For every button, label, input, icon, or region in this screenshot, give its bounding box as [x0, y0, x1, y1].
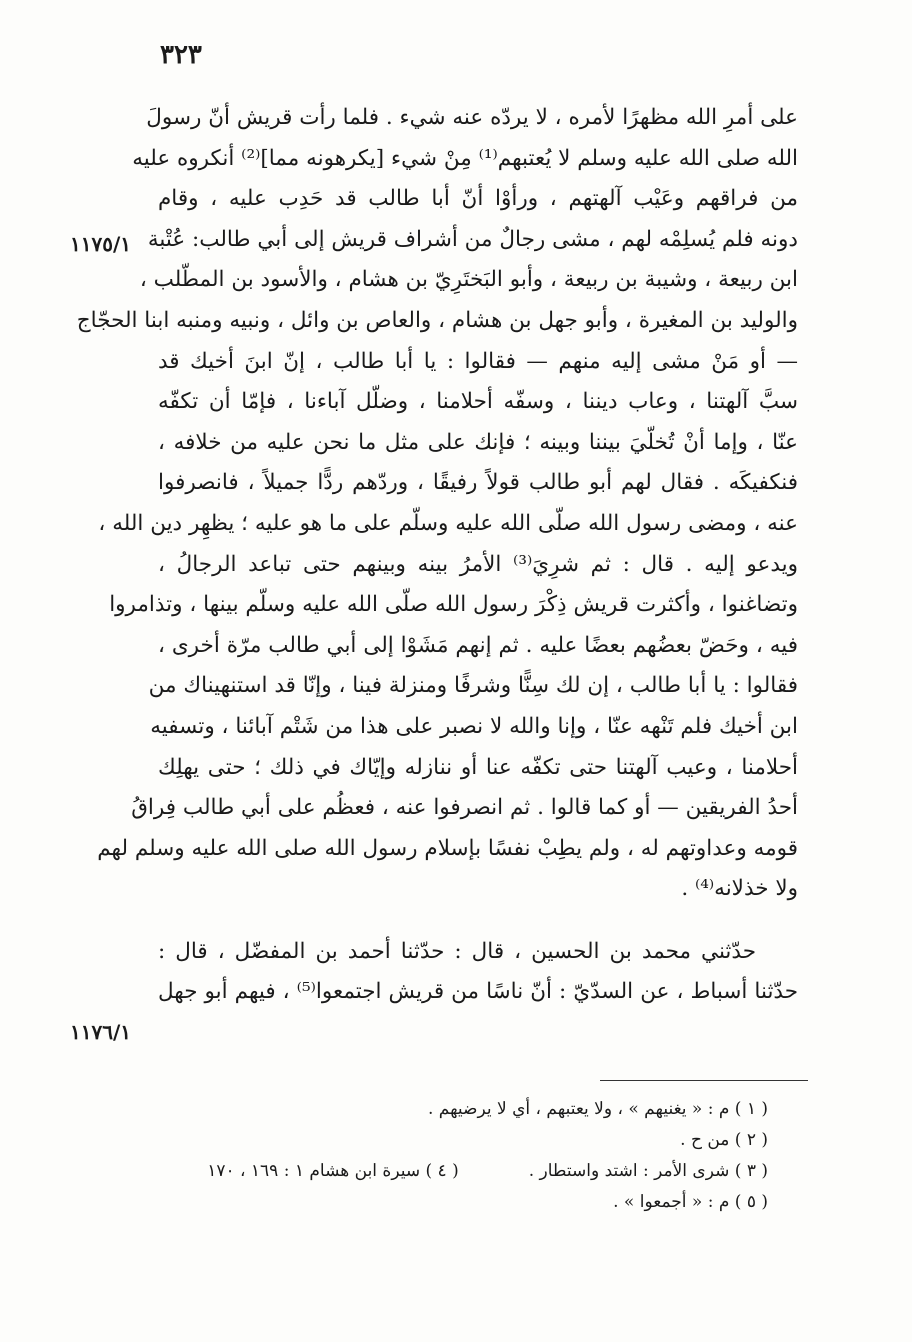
text-line: سبَّ آلهتنا ، وعاب ديننا ، وسفّه أحلامنا ، وضلّل آباءنا ، فإمّا أن تكفّه: [158, 389, 798, 415]
text-line: ولا خذلانه⁽⁴⁾ .: [681, 876, 798, 902]
footnote-divider: [600, 1080, 808, 1081]
text-line: أحدُ الفريقين — أو كما قالوا . ثم انصرفوا عنه ، فعظُم على أبي طالب فِراقُ: [131, 795, 798, 821]
text-line: وتضاغنوا ، وأكثرت قريش ذِكْرَ رسول الله صلّى الله عليه وسلّم بينها ، وتذامروا: [109, 592, 798, 618]
text-line: فقالوا : يا أبا طالب ، إن لك سِنًّا وشرفًا ومنزلة فينا ، وإنّا قد استنهيناك من: [148, 673, 798, 699]
text-line: قومه وعداوتهم له ، ولم يطِبْ نفسًا بإسلام رسول الله صلى الله عليه وسلم لهم: [97, 835, 798, 861]
text-line: عنّا ، وإما أنْ تُخلّيَ بيننا وبينه ؛ فإنك على مثل ما نحن عليه من خلافه ،: [158, 429, 798, 455]
footnote-row: [160, 1156, 768, 1187]
footnote: ( ٤ ) سيرة ابن هشام ١ : ١٦٩ ، ١٧٠: [207, 1161, 459, 1181]
text-line: فنكفيكَه . فقال لهم أبو طالب قولاً رفيقًا ، وردّهم ردًّا جميلاً ، فانصرفوا: [158, 470, 798, 496]
footnote: ( ٥ ) م : « أجمعوا » .: [613, 1192, 768, 1212]
text-line: ابن ربيعة ، وشيبة بن ربيعة ، وأبو البَختَرِيّ بن هشام ، والأسود بن المطّلب ،: [139, 267, 798, 293]
text-line: دونه فلم يُسلِمْه لهم ، مشى رجالٌ من أشراف قريش إلى أبي طالب: عُتْبة: [147, 226, 798, 252]
text-line: ابن أخيك فلم تَنْهه عنّا ، وإنا والله لا نصبر على هذا من شَتْم آبائنا ، وتسفيه: [150, 713, 798, 739]
page-number: ٣٢٣: [160, 40, 202, 70]
text-line: أحلامنا ، وعيب آلهتنا حتى تكفّه عنا أو ننازله وإيّاك في ذلك ؛ حتى يهلِك: [158, 754, 798, 780]
footnote: ( ٢ ) من ح .: [680, 1130, 768, 1150]
paragraph-gap: [158, 910, 798, 932]
footnote: ( ٣ ) شرى الأمر : اشتد واستطار .: [528, 1161, 768, 1181]
text-line: من فراقهم وعَيْب آلهتهم ، ورأوْا أنّ أبا طالب قد حَدِب عليه ، وقام: [158, 186, 798, 212]
text-line: حدّثني محمد بن الحسين ، قال : حدّثنا أحمد بن المفضّل ، قال :: [158, 938, 756, 964]
text-line: الله صلى الله عليه وسلم لا يُعتبهم⁽¹⁾ مِنْ شيء [يكرهونه مما]⁽²⁾ أنكروه عليه: [132, 145, 798, 171]
footnote: ( ١ ) م : « يغنيهم » ، ولا يعتبهم ، أي لا يرضيهم .: [427, 1099, 768, 1119]
text-line: عنه ، ومضى رسول الله صلّى الله عليه وسلّم على ما هو عليه ؛ يظهِر دين الله ،: [98, 510, 798, 536]
text-line: حدّثنا أسباط ، عن السدّيّ : أنّ ناسًا من قريش اجتمعوا⁽⁵⁾ ، فيهم أبو جهل: [158, 979, 798, 1005]
margin-reference: ١١٧٥/١: [70, 232, 132, 256]
margin-reference: ١١٧٦/١: [70, 1020, 132, 1044]
text-line: على أمرِ الله مظهرًا لأمره ، لا يردّه عنه شيء . فلما رأت قريش أنّ رسولَ: [146, 105, 798, 130]
footnotes: [160, 1094, 768, 1218]
text-line: ويدعو إليه . قال : ثم شرِيَ⁽³⁾ الأمرُ بينه وبينهم حتى تباعد الرجالُ ،: [158, 551, 798, 577]
text-line: والوليد بن المغيرة ، وأبو جهل بن هشام ، والعاص بن وائل ، ونبيه ومنبه ابنا الحجّاج: [76, 307, 798, 333]
text-line: فيه ، وحَضّ بعضُهم بعضًا عليه . ثم إنهم مَشَوْا إلى أبي طالب مرّة أخرى ،: [158, 632, 798, 658]
text-line: — أو مَنْ مشى إليه منهم — فقالوا : يا أبا طالب ، إنّ ابنَ أخيك قد: [158, 348, 798, 374]
